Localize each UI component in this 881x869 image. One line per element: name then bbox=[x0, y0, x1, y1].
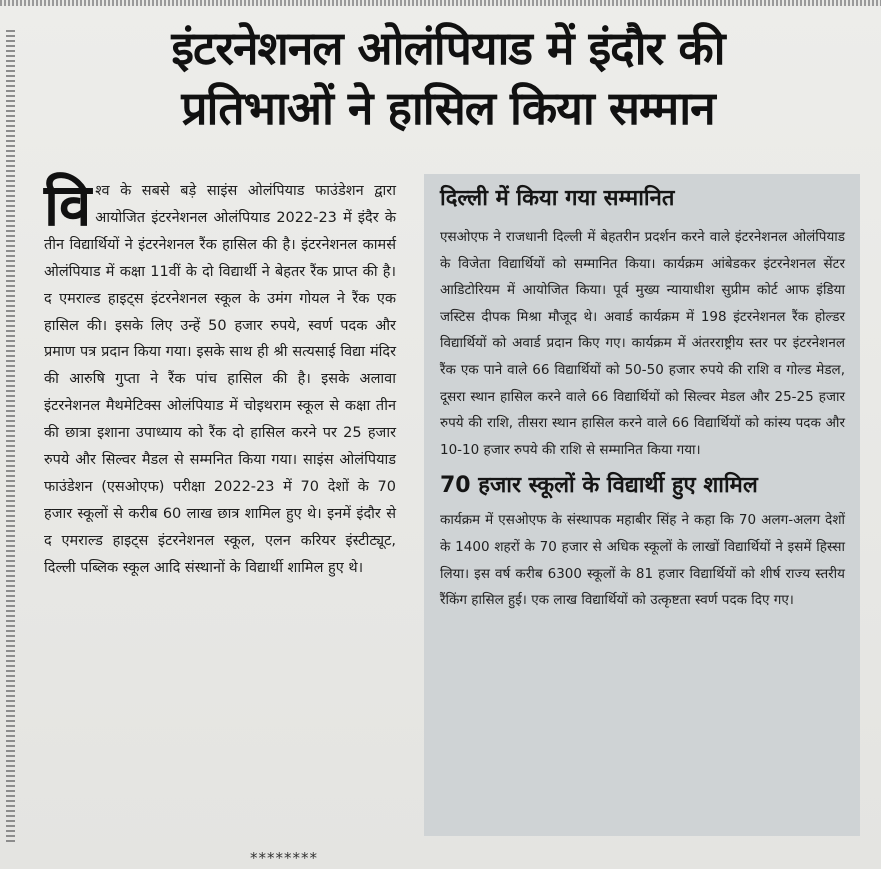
column-rule bbox=[6, 30, 15, 845]
article-body: श्व के सबसे बड़े साइंस ओलंपियाड फाउंडेशन द्वारा आयोजित इंटरनेशनल ओलंपियाड 2022-23 में इंदैर के तीन विद्यार्थियों ने इंटरनेशनल रैंक हासिल की है। इंटरनेशनल कामर्स ओलंपियाड में कक्षा 11वीं के दो विद्यार्थी ने बेहतर रैंक प्राप्त की है। द एमराल्ड हाइट्स इंटरनेशनल स्कूल के उमंग गोयल ने रैंक एक हासिल की। इसके लिए उन्हें 50 हजार रुपये, स्वर्ण पदक और प्रमाण पत्र प्रदान किया गया। इसके साथ ही श्री सत्यसाई विद्या मंदिर की आरुषि गुप्ता ने रैंक पांच हासिल की है। इसके अलावा इंटरनेशनल मैथमेटिक्स ओलंपियाड में चोइथराम स्कूल से कक्षा तीन की छात्रा इशाना उपाध्याय को रैंक दो हासिल करने पर 25 हजार रुपये और सिल्वर मैडल से सम्मनित किया गया। साइंस ओलंपियाड फाउंडेशन (एसओएफ) परीक्षा 2022-23 में 70 देशों के 70 हजार स्कूलों से करीब 60 लाख छात्र शामिल हुए थे। इनमें इंदौर से द एमराल्ड हाइट्स इंटरनेशनल स्कूल, एलन करियर इंस्टीट्यूट, दिल्ली पब्लिक स्कूल आदि संस्थानों के विद्यार्थी शामिल हुए थे। bbox=[44, 183, 396, 576]
headline-line-2: प्रतिभाओं ने हासिल किया सम्मान bbox=[181, 81, 715, 135]
main-article-column bbox=[44, 171, 396, 582]
drop-cap: वि bbox=[44, 171, 92, 239]
subhead-schools-participated: 70 हजार स्कूलों के विद्यार्थी हुए शामिल bbox=[440, 473, 758, 499]
headline bbox=[28, 18, 868, 138]
headline-line-1: इंटरनेशनल ओलंपियाड में इंदौर की bbox=[171, 21, 725, 75]
paragraph-delhi-honour: एसओएफ ने राजधानी दिल्ली में बेहतरीन प्रदर्शन करने वाले इंटरनेशनल ओलंपियाड के विजेता विद्यार्थियों को सम्मानित किया। कार्यक्रम आंबेडकर इंटरनेशनल सेंटर आडिटोरियम में आयोजित किया। पूर्व मुख्य न्यायाधीश सुप्रीम कोर्ट आफ इंडिया जस्टिस दीपक मिश्रा मौजूद थे। अवार्ड कार्यक्रम में 198 इंटरनेशनल रैंक होल्डर विद्यार्थियों को अवार्ड प्रदान किए गए। कार्यक्रम में अंतरराष्ट्रीय स्तर पर इंटरनेशनल रैंक एक पाने वाले 66 विद्यार्थियों को 50-50 हजार रुपये की राशि व गोल्ड मेडल, दूसरा स्थान हासिल करने वाले 66 विद्यार्थियों को सिल्वर मेडल और 25-25 हजार रुपये की राशि, तीसरा स्थान हासिल करने वाले 66 विद्यार्थियों को कांस्य पदक और 10-10 हजार रुपये की राशि से सम्मानित किया गया। bbox=[440, 229, 845, 458]
sidebar-box bbox=[424, 174, 860, 836]
paragraph-schools-participated: कार्यक्रम में एसओएफ के संस्थापक महाबीर सिंह ने कहा कि 70 अलग-अलग देशों के 1400 शहरों के 70 हजार से अधिक स्कूलों के लाखों विद्यार्थियों ने इसमें हिस्सा लिया। इस वर्ष करीब 6300 स्कूलों के 81 हजार विद्यार्थियों को शीर्ष राज्य स्तरीय रैंकिंग हासिल हुई। एक लाख विद्यार्थियों को उत्कृष्टता स्वर्ण पदक दिए गए। bbox=[440, 512, 845, 609]
top-border-rule bbox=[0, 0, 881, 6]
end-mark: ******** bbox=[250, 849, 318, 867]
sidebar-box-content bbox=[440, 184, 845, 614]
subhead-delhi-honour: दिल्ली में किया गया सम्मानित bbox=[440, 186, 675, 211]
